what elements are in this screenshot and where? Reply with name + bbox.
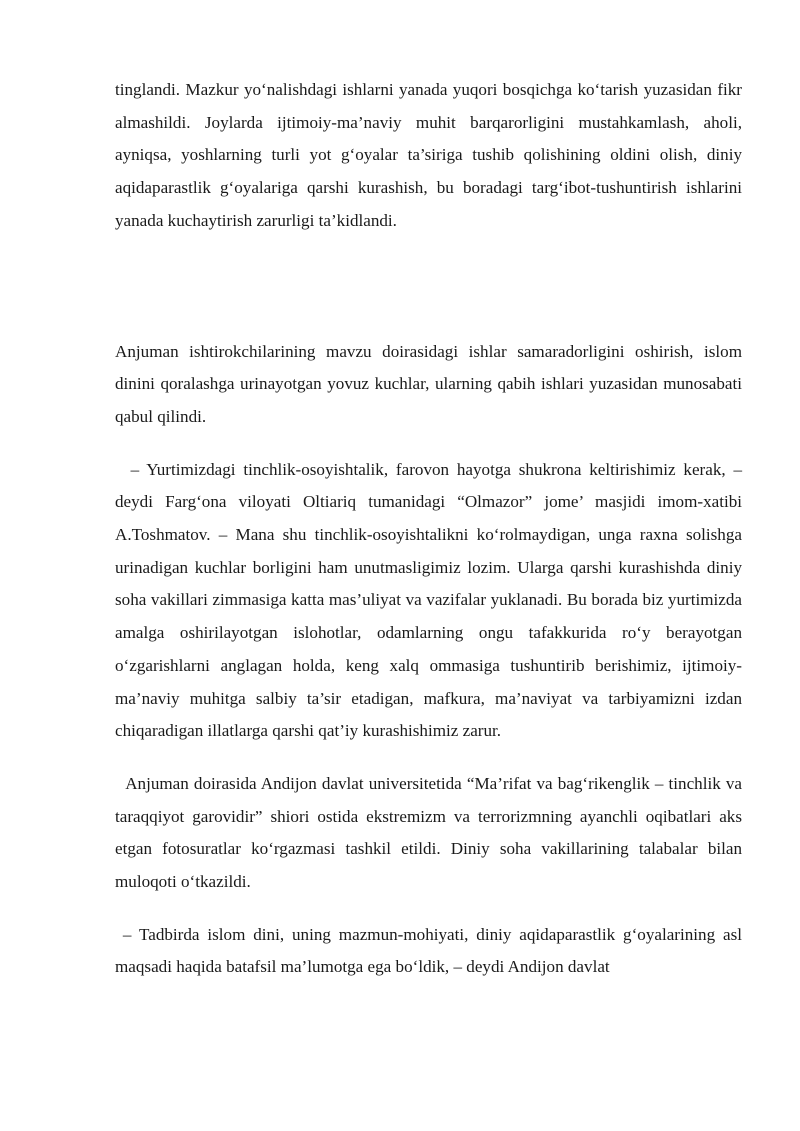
paragraph-4: Anjuman doirasida Andijon davlat universitetida “Ma’rifat va bag‘rikenglik – tinchlik va taraqqiyot garovidir” shiori ostida ekstremizm va terrorizmning ayanchli oqibatlari aks etgan fotosuratlar ko‘rgazmasi tashkil etildi. Diniy soha vakillarining talabalar bilan muloqoti o‘tkazildi. <box>115 773 747 892</box>
paragraph-3: – Yurtimizdagi tinchlik-osoyishtalik, farovon hayotga shukrona keltirishimiz kerak, – deydi Farg‘ona viloyati Oltiariq tumanidagi “Olmazor” jome’ masjidi imom-xatibi A.Toshmatov. – Mana shu tinchlik-osoyishtalikni ko‘rolmaydigan, unga raxna solishga urinadigan kuchlar borligini ham unutmasligimiz lozim. Ularga qarshi kurashishda diniy soha vakillari zimmasiga katta mas’uliyat va vazifalar yuklanadi. Bu borada biz yurtimizda amalga oshirilayotgan islohotlar, odamlarning ongu tafakkurida ro‘y berayotgan o‘zgarishlarni anglagan holda, keng xalq ommasiga tushuntirib berishimiz, ijtimoiy-ma’naviy muhitga salbiy ta’sir etadigan, mafkura, ma’naviyat va tarbiyamizni izdan chiqaradigan illatlarga qarshi qat’iy kurashishimiz zarur. <box>115 459 747 741</box>
document-page <box>115 74 747 984</box>
paragraph-1: tinglandi. Mazkur yo‘nalishdagi ishlarni yanada yuqori bosqichga ko‘tarish yuzasidan fikr almashildi. Joylarda ijtimoiy-ma’naviy muhit barqarorligini mustahkamlash, aholi, ayniqsa, yoshlarning turli yot g‘oyalar ta’siriga tushib qolishining oldini olish, diniy aqidaparastlik g‘oyalariga qarshi kurashish, bu boradagi targ‘ibot-tushuntirish ishlarini yanada kuchaytirish zarurligi ta’kidlandi. <box>115 80 747 230</box>
paragraph-5: – Tadbirda islom dini, uning mazmun-mohiyati, diniy aqidaparastlik g‘oyalarining asl maqsadi haqida batafsil ma’lumotga ega bo‘ldik, – deydi Andijon davlat <box>115 924 747 977</box>
paragraph-2: Anjuman ishtirokchilarining mavzu doirasidagi ishlar samaradorligini oshirish, islom dinini qoralashga urinayotgan yovuz kuchlar, ularning qabih ishlari yuzasidan munosabati qabul qilindi. <box>115 341 747 426</box>
